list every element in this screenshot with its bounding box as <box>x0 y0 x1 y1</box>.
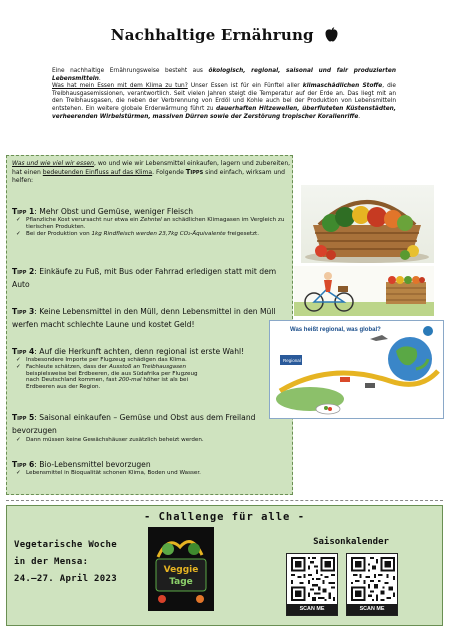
tip-text: : Mehr Obst und Gemüse, weniger Fleisch <box>34 207 194 216</box>
tip-heading <box>12 206 290 217</box>
item-text: Bei der Produktion von <box>26 230 92 237</box>
item-text: an schädlichen Klimagasen im Vergleich zu tierischen Produkten. <box>26 217 285 230</box>
tip-text: : Auf die Herkunft achten, denn regional ist erste Wahl! <box>34 347 245 356</box>
item-text: Pflanzliche Kost verursacht nur etwa ein <box>26 217 141 223</box>
tip-number: Tipp 4 <box>12 347 35 356</box>
tip-text: : Keine Lebensmittel in den Müll, denn Lebensmittel in den Müll werfen macht schlechte Laune und kostet Geld! <box>12 307 276 329</box>
tip-3 <box>12 305 290 331</box>
list-item <box>12 364 206 391</box>
tip-number: Tipp 5 <box>12 413 35 422</box>
intro-question: Was hat mein Essen mit dem Klima zu tun? <box>52 83 188 90</box>
page-title <box>0 26 449 46</box>
logo-line-1: Veggie <box>163 565 199 575</box>
check-icon: ✓ <box>16 364 21 370</box>
intro-p1-bold: ökologisch, regional, saisonal und fair produzierten Lebensmitteln <box>52 68 396 82</box>
check-icon: ✓ <box>16 230 21 237</box>
tips-intro-a: Was und wie viel wir essen <box>12 160 94 167</box>
check-icon: ✓ <box>16 470 21 476</box>
list-item <box>12 231 290 238</box>
veg-line-2: in der Mensa: <box>14 557 89 567</box>
tip-text: : Bio-Lebensmittel bevorzugen <box>34 460 151 469</box>
apple-icon <box>325 27 338 46</box>
saisonkalender-title: Saisonkalender <box>313 537 389 547</box>
intro-text <box>52 68 396 121</box>
item-italic: Ausstoß an Treibhausgasen <box>109 364 187 370</box>
check-icon: ✓ <box>16 437 21 443</box>
item-text: Insbesondere Importe per Flugzeug schädigen das Klima. <box>26 357 187 363</box>
veg-line-1: Vegetarische Woche <box>14 540 117 550</box>
tips-intro-f: sind einfach, wirksam und helfen: <box>12 169 286 184</box>
item-text: Dann müssen keine Gewächshäuser zusätzlich beheizt werden. <box>26 437 204 443</box>
qr-code-icon <box>351 557 395 601</box>
tips-intro-b: , wo und wie wir Lebensmittel einkaufen, lagern und zubereiten, hat einen <box>12 160 291 176</box>
scan-me-label: SCAN ME <box>287 604 337 615</box>
intro-p2-e: . <box>358 113 361 120</box>
tips-intro <box>12 160 292 185</box>
item-italic: Zehntel <box>140 217 162 223</box>
bicycle-shopping-image <box>294 266 434 316</box>
tip-heading <box>12 346 290 357</box>
item-italic: 1kg Rindfleisch werden 23,7kg CO₂-Äquivalente <box>91 230 226 237</box>
tip-list <box>12 437 290 444</box>
veg-line-3: 24.–27. April 2023 <box>14 574 117 584</box>
tip-2 <box>12 265 290 291</box>
item-italic: 200-mal <box>118 377 142 384</box>
tips-intro-c: bedeutenden Einfluss auf das Klima <box>42 169 153 176</box>
qr-code-icon <box>291 557 335 601</box>
tips-intro-tipps: Tipps <box>185 168 204 176</box>
infographic-title: Was heißt regional, was global? <box>290 327 381 333</box>
tip-heading <box>12 411 290 437</box>
veggie-tage-logo <box>148 527 214 611</box>
section-divider <box>6 500 443 501</box>
tip-5 <box>12 411 290 444</box>
tip-list <box>12 217 290 237</box>
tip-list <box>12 357 290 391</box>
intro-p2-a: Unser Essen ist für ein Fünftel aller <box>187 83 303 90</box>
item-text: Fachleute schätzen, dass der <box>26 364 109 370</box>
tip-6 <box>12 459 290 477</box>
challenge-title: - Challenge für alle - <box>143 511 306 523</box>
item-text: beispielsweise bei Erdbeeren, die aus Südafrika per Flugzeug nach Deutschland kommen, fast <box>26 370 198 384</box>
tip-4 <box>12 346 290 391</box>
tip-number: Tipp 6 <box>12 460 35 469</box>
check-icon: ✓ <box>16 357 21 363</box>
tip-list <box>12 470 290 477</box>
intro-p2-bold-2: dauerhaften Hitzewellen, überfluteten Küstenstädten, verheerenden Wirbelstürmen, massiven Dürren sowie der Zerstörung tropischer Korallenriffe <box>52 105 396 120</box>
item-text: Lebensmittel in Bioqualität schonen Klima, Boden und Wasser. <box>26 470 201 476</box>
tip-number: Tipp 3 <box>12 307 35 316</box>
qr-code-2[interactable] <box>346 553 398 616</box>
tip-text: : Einkäufe zu Fuß, mit Bus oder Fahrrad erledigen statt mit dem Auto <box>12 267 277 289</box>
logo-line-2: Tage <box>169 577 193 587</box>
tip-text: : Saisonal einkaufen – Gemüse und Obst aus dem Freiland bevorzugen <box>12 413 256 435</box>
tip-heading <box>12 265 290 291</box>
list-item <box>12 357 290 364</box>
tips-intro-d: . Folgende <box>152 169 186 176</box>
intro-p2-bold: klimaschädlichen Stoffe <box>302 83 383 90</box>
tip-number: Tipp 2 <box>12 267 35 276</box>
page-title-text: Nachhaltige Ernährung <box>110 26 314 44</box>
intro-p2-c: , die Treibhausgasemissionen, verantwortlich. Seit vielen Jahren steigt die Temperatur auf der Erde an. Das liegt mit an den Treibhausgasen, die neben der Verbrennung von Erdöl und Kohle auch bei der Produktion von Lebensmitteln entstehen. Ein weitere globale Erderwärmung führt zu <box>52 83 396 112</box>
check-icon: ✓ <box>16 217 21 223</box>
tip-heading <box>12 305 290 331</box>
tip-heading <box>12 459 290 470</box>
regional-global-infographic <box>269 320 444 419</box>
tip-1 <box>12 206 290 238</box>
infographic-label: Regional <box>283 358 301 363</box>
vegetarian-week-text <box>14 537 144 588</box>
intro-p1-c: . <box>98 75 101 82</box>
list-item <box>12 470 290 477</box>
item-text: freigesetzt. <box>225 230 260 237</box>
list-item <box>12 437 290 444</box>
qr-code-1[interactable] <box>286 553 338 616</box>
intro-p1-a: Eine nachhaltige Ernährungsweise besteht aus <box>52 68 209 74</box>
list-item <box>12 217 290 230</box>
scan-me-label: SCAN ME <box>347 604 397 615</box>
vegetable-basket-image <box>301 185 434 263</box>
item-text: höher ist als bei Erdbeeren aus der Region. <box>26 377 189 391</box>
tip-number: Tipp 1 <box>12 207 35 216</box>
